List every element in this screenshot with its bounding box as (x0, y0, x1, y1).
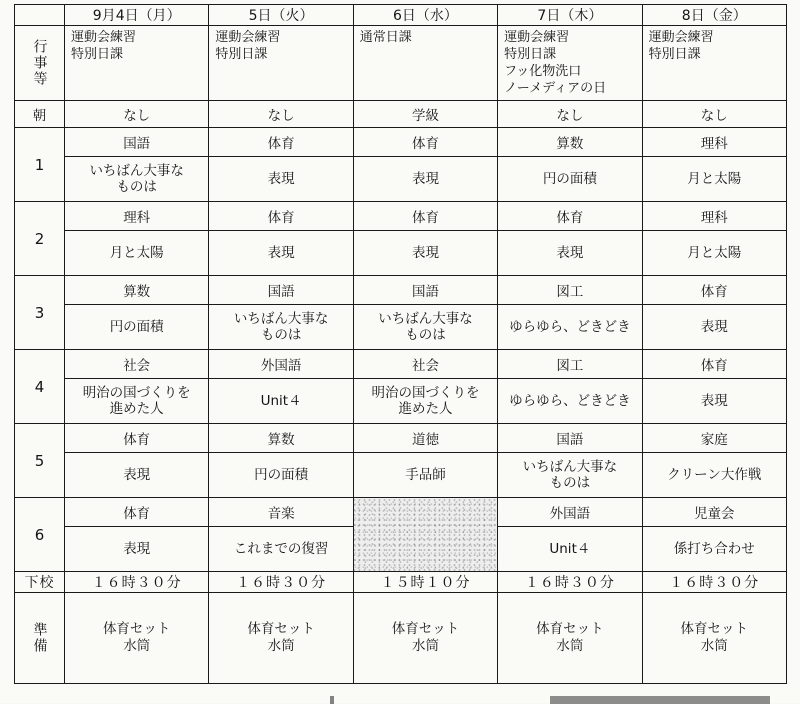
event-line: ノーメディアの日 (504, 81, 607, 96)
blank-shaded-cell (353, 498, 497, 572)
topic-line: いちばん大事な (522, 459, 618, 475)
period-label: 1 (15, 128, 65, 202)
event-line: 特別日課 (648, 47, 701, 62)
topic-line: 月と太陽 (687, 245, 742, 261)
subject-cell: 国語 (498, 424, 642, 453)
subject-cell: 図工 (498, 350, 642, 379)
topic-line: 表現 (411, 245, 439, 261)
subject-cell: 国語 (353, 276, 497, 305)
corner-cell (15, 5, 65, 26)
prep-cell (642, 593, 786, 684)
topic-cell (65, 453, 209, 498)
leave-row (15, 572, 787, 593)
topic-line: 進めた人 (109, 401, 164, 417)
topic-cell (65, 379, 209, 424)
topic-line: 表現 (700, 319, 728, 335)
subject-cell: 国語 (209, 276, 353, 305)
day-header: 7日（木） (498, 5, 642, 26)
events-cell (65, 26, 209, 101)
leave-time-cell: １６時３０分 (209, 572, 353, 593)
period-topic-row (15, 157, 787, 202)
period-subject-row (15, 276, 787, 305)
topic-cell (209, 527, 353, 572)
morning-cell: なし (65, 101, 209, 128)
prep-cell (209, 593, 353, 684)
topic-line: ものは (260, 327, 302, 343)
event-line: 特別日課 (504, 47, 557, 62)
prep-label: 準備 (15, 593, 65, 684)
subject-cell: 体育 (642, 350, 786, 379)
topic-cell (209, 379, 353, 424)
subject-cell: 外国語 (498, 498, 642, 527)
topic-cell (642, 379, 786, 424)
prep-item: 体育セット (536, 621, 604, 637)
prep-item: 水筒 (700, 638, 728, 654)
topic-line: ものは (405, 327, 446, 343)
topic-cell (642, 231, 786, 276)
prep-item: 水筒 (556, 638, 584, 654)
topic-line: Unit４ (260, 393, 302, 409)
topic-cell (209, 453, 353, 498)
day-header: 6日（水） (353, 5, 497, 26)
topic-cell (65, 157, 209, 202)
event-line: 運動会練習 (71, 30, 137, 45)
period-topic-row (15, 231, 787, 276)
events-row (15, 26, 787, 101)
event-line: 運動会練習 (648, 30, 714, 45)
topic-line: 進めた人 (398, 401, 453, 417)
topic-line: 表現 (267, 171, 295, 187)
topic-line: 表現 (556, 245, 584, 261)
prep-item: 水筒 (267, 638, 295, 654)
subject-cell: 体育 (209, 128, 353, 157)
topic-cell (642, 157, 786, 202)
topic-line: これまでの復習 (233, 541, 329, 557)
period-subject-row (15, 350, 787, 379)
topic-cell (353, 379, 497, 424)
cut-off-text-fragment (250, 690, 770, 704)
subject-cell: 外国語 (209, 350, 353, 379)
topic-line: 月と太陽 (687, 171, 742, 187)
topic-line: いちばん大事な (89, 163, 184, 179)
subject-cell: 体育 (65, 424, 209, 453)
morning-cell: 学級 (353, 101, 497, 128)
topic-cell (498, 305, 642, 350)
morning-row (15, 101, 787, 128)
topic-line: 円の面積 (109, 319, 164, 335)
leave-label: 下校 (15, 572, 65, 593)
leave-time-cell: １５時１０分 (353, 572, 497, 593)
topic-cell (209, 305, 353, 350)
events-cell (498, 26, 642, 101)
topic-line: 表現 (700, 393, 728, 409)
events-label: 行事等 (15, 26, 65, 101)
period-label: 5 (15, 424, 65, 498)
events-cell (209, 26, 353, 101)
prep-item: 体育セット (680, 621, 748, 637)
leave-time-cell: １６時３０分 (498, 572, 642, 593)
topic-line: Unit４ (549, 541, 591, 557)
topic-line: いちばん大事な (378, 311, 473, 327)
prep-item: 体育セット (247, 621, 315, 637)
topic-cell (498, 453, 642, 498)
leave-time-cell: １６時３０分 (642, 572, 786, 593)
subject-cell: 体育 (498, 202, 642, 231)
prep-item: 水筒 (123, 638, 151, 654)
topic-line: ものは (549, 475, 591, 491)
event-line: 特別日課 (71, 47, 124, 62)
weekly-schedule-table (14, 4, 787, 684)
morning-cell: なし (642, 101, 786, 128)
event-line: 特別日課 (215, 47, 268, 62)
subject-cell: 体育 (209, 202, 353, 231)
prep-item: 体育セット (391, 621, 460, 637)
morning-label: 朝 (15, 101, 65, 128)
topic-cell (65, 305, 209, 350)
topic-line: 表現 (411, 171, 439, 187)
subject-cell: 道徳 (353, 424, 497, 453)
prep-row (15, 593, 787, 684)
day-header: 5日（火） (209, 5, 353, 26)
prep-cell (498, 593, 642, 684)
subject-cell: 体育 (642, 276, 786, 305)
topic-line: 円の面積 (254, 467, 309, 483)
period-label: 3 (15, 276, 65, 350)
event-line: 運動会練習 (504, 30, 570, 45)
topic-cell (642, 527, 786, 572)
morning-cell: なし (209, 101, 353, 128)
subject-cell: 体育 (65, 498, 209, 527)
topic-cell (498, 527, 642, 572)
subject-cell: 音楽 (209, 498, 353, 527)
topic-line: ものは (116, 179, 157, 195)
topic-cell (353, 453, 497, 498)
subject-cell: 図工 (498, 276, 642, 305)
subject-cell: 社会 (353, 350, 497, 379)
topic-cell (209, 157, 353, 202)
topic-cell (353, 231, 497, 276)
topic-line: 月と太陽 (109, 245, 164, 261)
topic-line: ゆらゆら、どきどき (509, 319, 631, 335)
topic-line: 明治の国づくりを (82, 385, 191, 401)
period-subject-row (15, 128, 787, 157)
subject-cell: 算数 (65, 276, 209, 305)
events-cell (353, 26, 497, 101)
subject-cell: 理科 (642, 128, 786, 157)
topic-cell (498, 231, 642, 276)
topic-cell (498, 157, 642, 202)
header-row (15, 5, 787, 26)
topic-cell (498, 379, 642, 424)
topic-line: 表現 (123, 467, 151, 483)
prep-cell (353, 593, 497, 684)
subject-cell: 算数 (209, 424, 353, 453)
topic-cell (209, 231, 353, 276)
period-label: 6 (15, 498, 65, 572)
event-line: 通常日課 (359, 30, 412, 45)
period-topic-row (15, 305, 787, 350)
day-header: 8日（金） (642, 5, 786, 26)
event-line: 運動会練習 (215, 30, 281, 45)
subject-cell: 国語 (65, 128, 209, 157)
topic-line: 表現 (123, 541, 151, 557)
subject-cell: 理科 (65, 202, 209, 231)
topic-cell (65, 527, 209, 572)
day-header: 9月4日（月） (65, 5, 209, 26)
event-line: フッ化物洗口 (504, 64, 582, 79)
period-label: 4 (15, 350, 65, 424)
subject-cell: 家庭 (642, 424, 786, 453)
period-topic-row (15, 379, 787, 424)
prep-item: 体育セット (102, 621, 171, 637)
period-subject-row (15, 424, 787, 453)
subject-cell: 体育 (353, 202, 497, 231)
topic-line: 明治の国づくりを (371, 385, 480, 401)
subject-cell: 児童会 (642, 498, 786, 527)
leave-time-cell: １６時３０分 (65, 572, 209, 593)
subject-cell: 体育 (353, 128, 497, 157)
topic-line: 表現 (267, 245, 295, 261)
events-cell (642, 26, 786, 101)
topic-line: いちばん大事な (233, 311, 329, 327)
period-subject-row (15, 202, 787, 231)
topic-line: ゆらゆら、どきどき (509, 393, 631, 409)
prep-item: 水筒 (411, 638, 439, 654)
period-label: 2 (15, 202, 65, 276)
morning-cell: なし (498, 101, 642, 128)
topic-line: 係打ち合わせ (673, 541, 755, 557)
topic-line: クリーン大作戦 (667, 467, 762, 483)
topic-cell (642, 453, 786, 498)
topic-line: 手品師 (405, 467, 446, 483)
topic-line: 円の面積 (542, 171, 597, 187)
subject-cell: 理科 (642, 202, 786, 231)
period-subject-row (15, 498, 787, 527)
period-topic-row (15, 453, 787, 498)
topic-cell (65, 231, 209, 276)
subject-cell: 社会 (65, 350, 209, 379)
topic-cell (642, 305, 786, 350)
subject-cell: 算数 (498, 128, 642, 157)
prep-cell (65, 593, 209, 684)
topic-cell (353, 157, 497, 202)
topic-cell (353, 305, 497, 350)
